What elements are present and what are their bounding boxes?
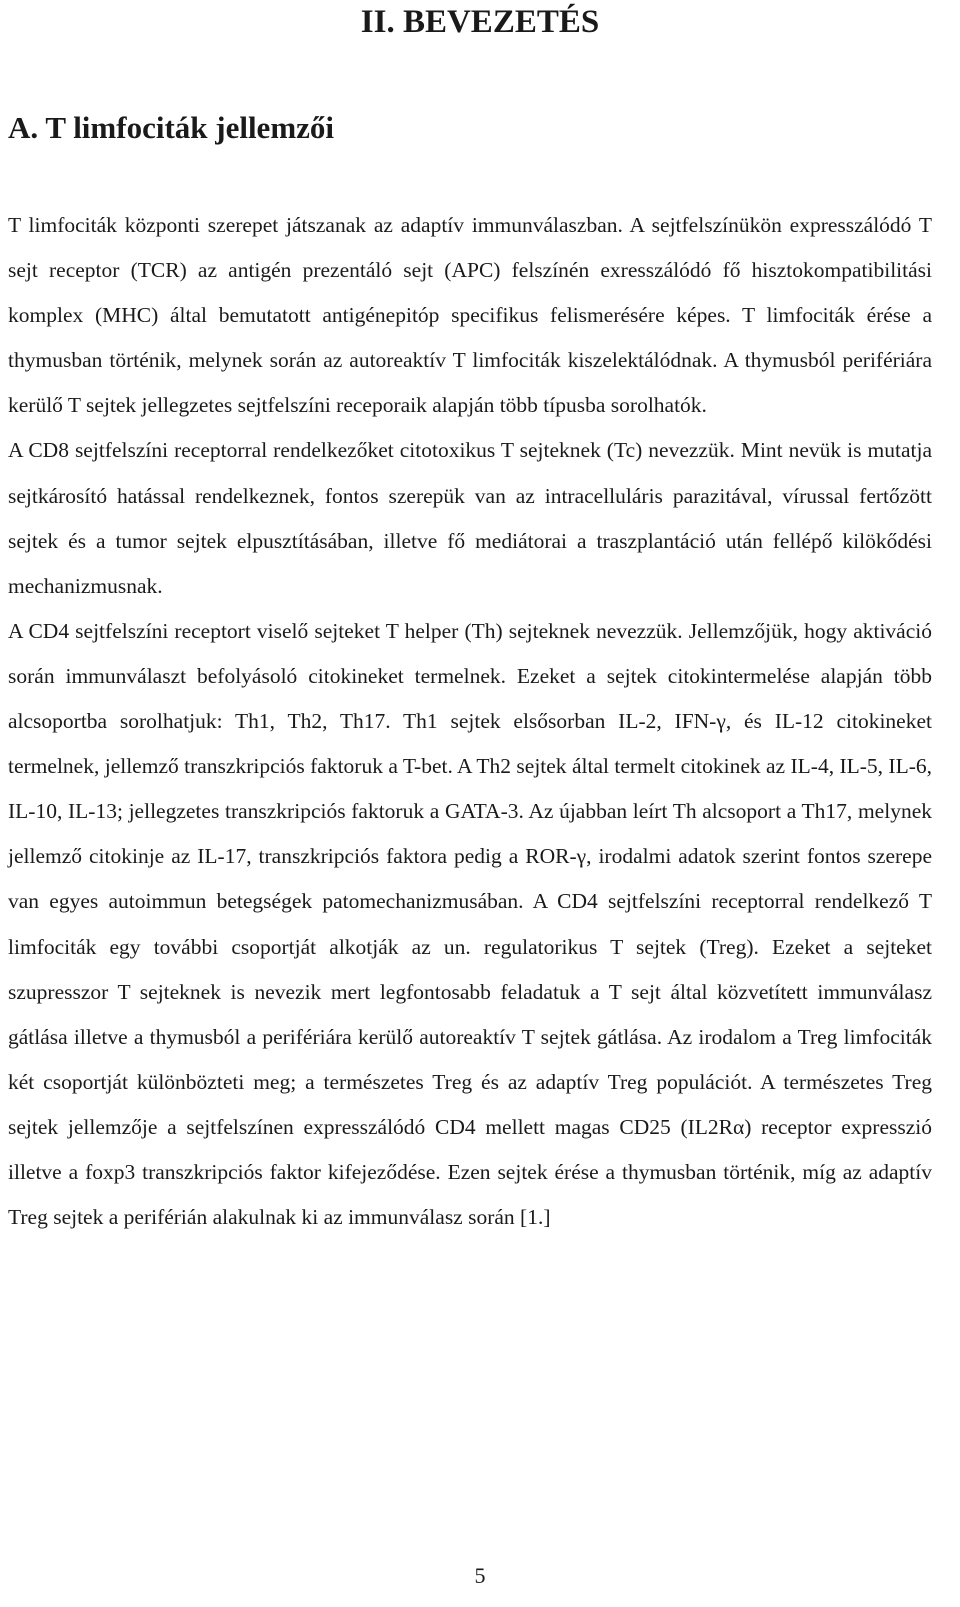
page-number: 5 <box>474 1563 486 1588</box>
section-title: A. T limfociták jellemzői <box>8 110 335 145</box>
paragraph-cd8: A CD8 sejtfelszíni receptorral rendelkezőket citotoxikus T sejteknek (Tc) nevezzük. Mint nevük is mutatja sejtkárosító hatással rendelkeznek, fontos szerepük van az intracelluláris parazitával, vírussal fertőzött sejtek és a tumor sejtek elpusztításában, illetve fő mediátorai a traszplantáció után fellépő kilökődési mechanizmusnak. <box>8 438 932 598</box>
paragraph-intro: T limfociták központi szerepet játszanak az adaptív immunválaszban. A sejtfelszínükön expresszálódó T sejt receptor (TCR) az antigén prezentáló sejt (APC) felszínén exresszálódó fő hisztokompatibilitási komplex (MHC) által bemutatott antigénepitóp specifikus felismerésére képes. T limfociták érése a thymusban történik, melynek során az autoreaktív T limfociták kiszelektálódnak. A thymusból perifériára kerülő T sejtek jellegzetes sejtfelszíni receporaik alapján több típusba sorolhatók. <box>8 213 932 418</box>
body-text <box>8 203 932 1240</box>
chapter-title: II. BEVEZETÉS <box>360 4 600 40</box>
paragraph-cd4: A CD4 sejtfelszíni receptort viselő sejteket T helper (Th) sejteknek nevezzük. Jellemzőjük, hogy aktiváció során immunválaszt befolyásoló citokineket termelnek. Ezeket a sejtek citokintermelése alapján több alcsoportba sorolhatjuk: Th1, Th2, Th17. Th1 sejtek elsősorban IL-2, IFN-γ, és IL-12 citokineket termelnek, jellemző transzkripciós faktoruk a T-bet. A Th2 sejtek által termelt citokinek az IL-4, IL-5, IL-6, IL-10, IL-13; jellegzetes transzkripciós faktoruk a GATA-3. Az újabban leírt Th alcsoport a Th17, melynek jellemző citokinje az IL-17, transzkripciós faktora pedig a ROR-γ, irodalmi adatok szerint fontos szerepe van egyes autoimmun betegségek patomechanizmusában. A CD4 sejtfelszíni receptorral rendelkező T limfociták egy további csoportját alkotják az un. regulatorikus T sejtek (Treg). Ezeket a sejteket szupresszor T sejteknek is nevezik mert legfontosabb feladatuk a T sejt által közvetített immunválasz gátlása illetve a thymusból a perifériára kerülő autoreaktív T sejtek gátlása. Az irodalom a Treg limfociták két csoportját különbözteti meg; a természetes Treg és az adaptív Treg populációt. A természetes Treg sejtek jellemzője a sejtfelszínen expresszálódó CD4 mellett magas CD25 (IL2Rα) receptor expresszió illetve a foxp3 transzkripciós faktor kifejeződése. Ezen sejtek érése a thymusban történik, míg az adaptív Treg sejtek a periférián alakulnak ki az immunválasz során [1.] <box>8 618 932 1230</box>
